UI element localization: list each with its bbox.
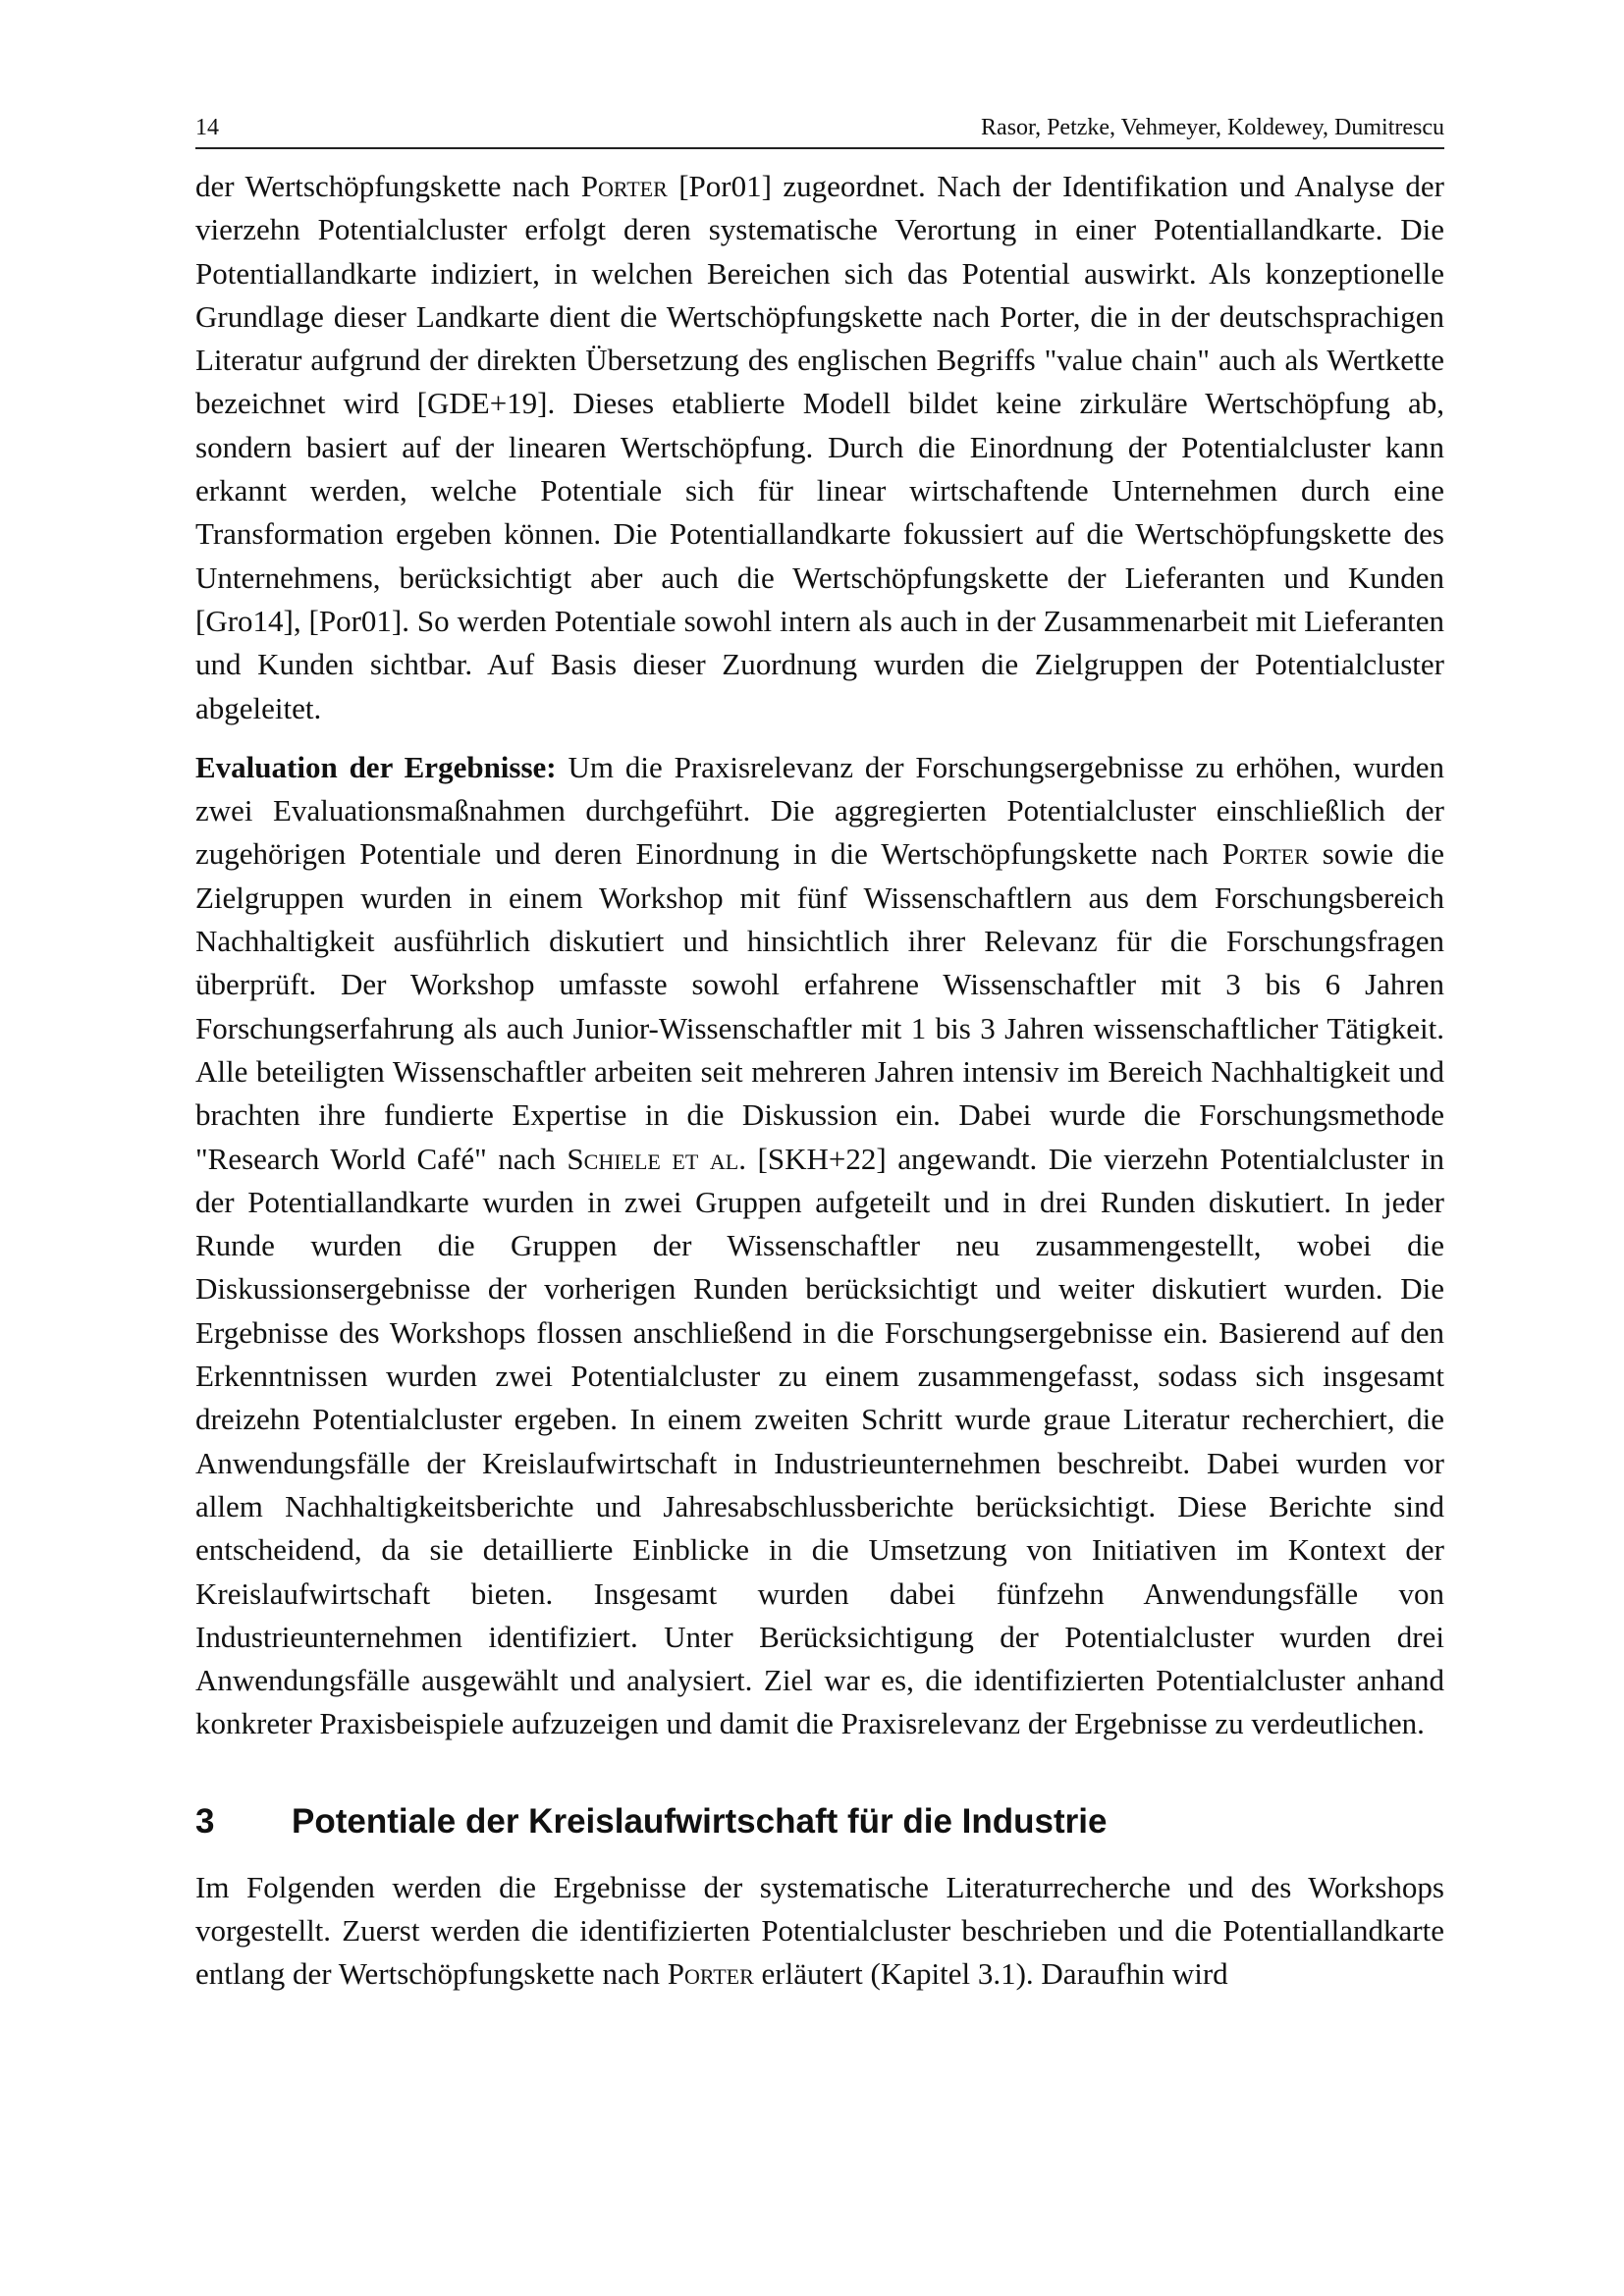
author-running-head: Rasor, Petzke, Vehmeyer, Koldewey, Dumitrescu [981,115,1444,140]
running-header [195,110,1444,149]
paragraph-text: Um die Praxisrelevanz der Forschungsergebnisse zu erhöhen, wurden zwei Evaluationsmaßnahmen durchgeführt. Die aggregierten Potentialcluster einschließlich der zugehörigen Potentiale und deren Einordnung in die Wertschöpfungskette nach [195,749,1445,872]
paragraph-evaluation [195,746,1444,1746]
body-text [195,165,1444,1997]
section-heading [195,1799,1444,1844]
paragraph-potentiallandkarte [195,165,1444,730]
section-title: Potentiale der Kreislaufwirtschaft für die Industrie [292,1801,1108,1841]
paragraph-text: der Wertschöpfungskette nach [195,169,581,203]
paragraph-text: Im Folgenden werden die Ergebnisse der systematische Literaturrecherche und des Workshops vorgestellt. Zuerst werden die identifizierten Potentialcluster beschrieben und die Potentiallandkarte entlang der Wertschöpfungskette nach [195,1869,1444,1992]
paragraph-text: [SKH+22] angewandt. Die vierzehn Potentialcluster in der Potentiallandkarte wurden in zwei Gruppen aufgeteilt und in drei Runden diskutiert. In jeder Runde wurden die Gruppen der Wissenschaftler neu zusammengestellt, wobei die Diskussionsergebnisse der vorherigen Runden berücksichtigt und weiter diskutiert wurden. Die Ergebnisse des Workshops flossen anschließend in die Forschungsergebnisse ein. Basierend auf den Erkenntnissen wurden zwei Potentialcluster zu einem zusammengefasst, sodass sich insgesamt dreizehn Potentialcluster ergeben. In einem zweiten Schritt wurde graue Literatur recherchiert, die Anwendungsfälle der Kreislaufwirtschaft in Industrieunternehmen beschreibt. Dabei wurden vor allem Nachhaltigkeitsberichte und Jahresabschlussberichte berücksichtigt. Diese Berichte sind entscheidend, da sie detaillierte Einblicke in die Umsetzung von Initiativen im Kontext der Kreislaufwirtschaft bieten. Insgesamt wurden dabei fünfzehn Anwendungsfälle von Industrieunternehmen identifiziert. Unter Berücksichtigung der Potentialcluster wurden drei Anwendungsfälle ausgewählt und analysiert. Ziel war es, die identifizierten Potentialcluster anhand konkreter Praxisbeispiele aufzuzeigen und damit die Praxisrelevanz der Ergebnisse zu verdeutlichen. [195,1141,1444,1741]
paragraph-text: [Por01] zugeordnet. Nach der Identifikation und Analyse der vierzehn Potentialcluster erfolgt deren systematische Verortung in einer Potentiallandkarte. Die Potentiallandkarte indiziert, in welchen Bereichen sich das Potential auswirkt. Als konzeptionelle Grundlage dieser Landkarte dient die Wertschöpfungskette nach Porter, die in der deutschsprachigen Literatur aufgrund der direkten Übersetzung des englischen Begriffs "value chain" auch als Wertkette bezeichnet wird [GDE+19]. Dieses etablierte Modell bildet keine zirkuläre Wertschöpfung ab, sondern basiert auf der linearen Wertschöpfung. Durch die Einordnung der Potentialcluster kann erkannt werden, welche Potentiale sich für linear wirtschaftende Unternehmen durch eine Transformation ergeben können. Die Potentiallandkarte fokussiert auf die Wertschöpfungskette des Unternehmens, berücksichtigt aber auch die Wertschöpfungskette der Lieferanten und Kunden [Gro14], [Por01]. So werden Potentiale sowohl intern als auch in der Zusammenarbeit mit Lieferanten und Kunden sichtbar. Auf Basis dieser Zuordnung wurden die Zielgruppen der Potentialcluster abgeleitet. [195,169,1444,725]
document-page [195,110,1444,1997]
author-name-schiele: Schiele et al. [567,1141,746,1176]
paragraph-text: sowie die Zielgruppen wurden in einem Workshop mit fünf Wissenschaftlern aus dem Forschungsbereich Nachhaltigkeit ausführlich diskutiert und hinsichtlich ihrer Relevanz für die Forschungsfragen überprüft. Der Workshop umfasste sowohl erfahrene Wissenschaftler mit 3 bis 6 Jahren Forschungserfahrung als auch Junior-Wissenschaftler mit 1 bis 3 Jahren wissenschaftlicher Tätigkeit. Alle beteiligten Wissenschaftler arbeiten seit mehreren Jahren intensiv im Bereich Nachhaltigkeit und brachten ihre fundierte Expertise in die Diskussion ein. Dabei wurde die Forschungsmethode "Research World Café" nach [195,836,1444,1176]
author-name-porter: Porter [580,169,668,203]
page-number: 14 [195,115,219,140]
author-name-porter: Porter [1221,836,1309,872]
paragraph-lead-heading: Evaluation der Ergebnisse: [195,749,557,784]
author-name-porter: Porter [667,1956,754,1992]
paragraph-introduction [195,1866,1444,1997]
section-number: 3 [195,1801,215,1841]
paragraph-text: erläutert (Kapitel 3.1). Daraufhin wird [753,1956,1228,1992]
